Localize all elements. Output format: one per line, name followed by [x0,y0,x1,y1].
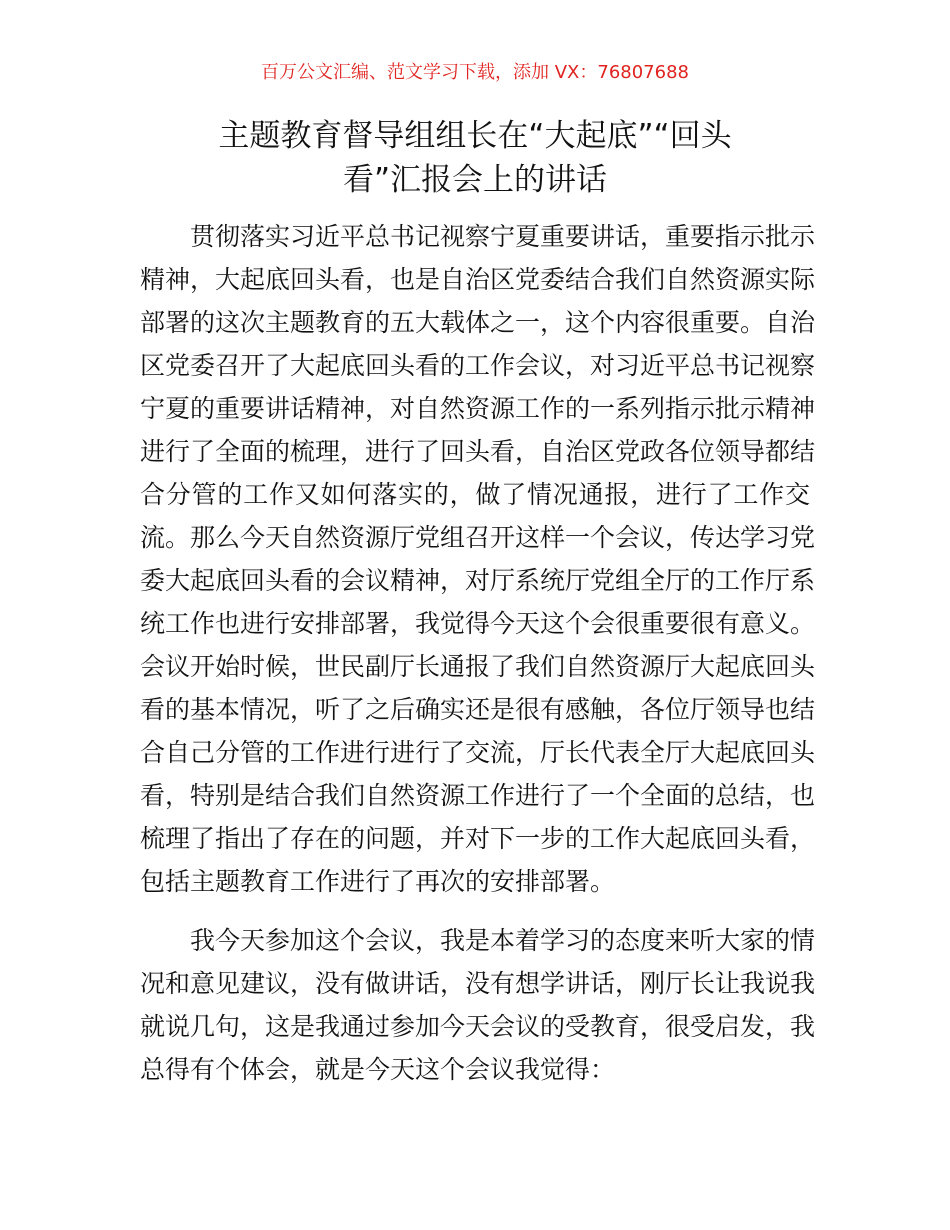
text-line: 会议开始时候，世民副厅长通报了我们自然资源厅大起底回头 [140,652,816,681]
document-title [140,114,810,202]
paragraph-1 [140,215,816,903]
text-line: 况和意见建议，没有做讲话，没有想学讲话，刚厅长让我说我 [140,969,816,998]
text-line: 合自己分管的工作进行进行了交流，厅长代表全厅大起底回头 [140,738,816,767]
text-line: 贯彻落实习近平总书记视察宁夏重要讲话，重要指示批示 [190,222,816,251]
text-line: 流。那么今天自然资源厅党组召开这样一个会议，传达学习党 [140,523,816,552]
text-line: 进行了全面的梳理，进行了回头看，自治区党政各位领导都结 [140,437,816,466]
watermark-header: 百万公文汇编、范文学习下载，添加 VX：76807688 [261,62,689,83]
paragraph-2 [140,919,816,1091]
text-line: 梳理了指出了存在的问题，并对下一步的工作大起底回头看， [140,824,816,853]
text-line: 宁夏的重要讲话精神，对自然资源工作的一系列指示批示精神 [140,394,816,423]
text-line: 委大起底回头看的会议精神，对厅系统厅党组全厅的工作厅系 [140,566,816,595]
text-line: 就说几句，这是我通过参加今天会议的受教育，很受启发，我 [140,1012,816,1041]
text-line: 总得有个体会，就是今天这个会议我觉得： [140,1055,616,1084]
text-line: 区党委召开了大起底回头看的工作会议，对习近平总书记视察 [140,351,816,380]
text-line: 合分管的工作又如何落实的，做了情况通报，进行了工作交 [140,480,810,509]
text-line: 统工作也进行安排部署，我觉得今天这个会很重要很有意义。 [140,609,816,638]
text-line: 看的基本情况，听了之后确实还是很有感触，各位厅领导也结 [140,695,816,724]
text-line: 包括主题教育工作进行了再次的安排部署。 [140,867,616,896]
text-line: 精神，大起底回头看，也是自治区党委结合我们自然资源实际 [140,265,816,294]
text-line: 我今天参加这个会议，我是本着学习的态度来听大家的情 [190,926,816,955]
text-line: 部署的这次主题教育的五大载体之一，这个内容很重要。自治 [140,308,816,337]
title-line: 看”汇报会上的讲话 [342,162,608,198]
title-line: 主题教育督导组组长在“大起底”“回头 [218,118,732,154]
text-line: 看，特别是结合我们自然资源工作进行了一个全面的总结，也 [140,781,816,810]
